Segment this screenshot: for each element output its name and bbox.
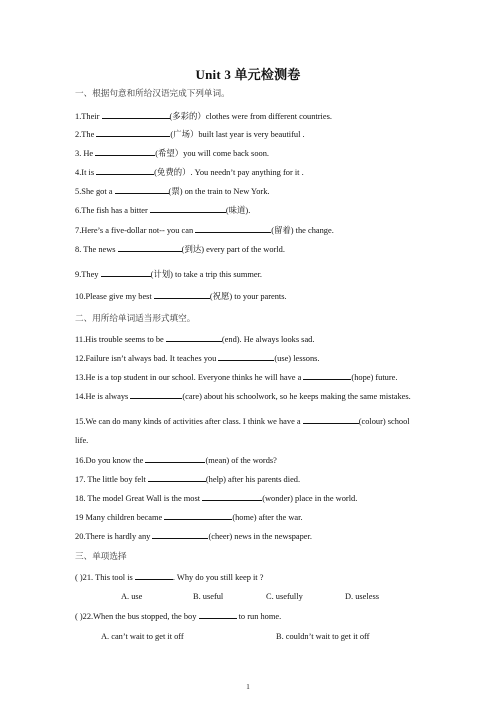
question-12 [75,354,320,364]
q15-text-b: (colour) school [358,417,410,426]
q5-blank[interactable] [115,193,169,194]
q18-text-b: (wonder) place in the world. [262,494,358,503]
q17-text-b: (help) after his parents died. [205,475,301,484]
q22-text-b: to run home. [236,612,282,621]
question-16 [75,456,277,466]
question-9 [75,270,262,280]
q9-blank[interactable] [101,276,151,277]
q15-text-a: 15.We can do many kinds of activities after class. I think we have a [75,417,303,426]
q10-blank[interactable] [154,298,210,299]
q12-text-b: (use) lessons. [274,354,320,363]
page-title: Unit 3 单元检测卷 [195,67,301,82]
q19-text-b: (home) after the war. [232,513,303,522]
q16-blank[interactable] [145,462,205,463]
question-15-cont: life. [75,436,89,445]
section-2-heading: 二、用所给单词适当形式填空。 [75,313,196,323]
q1-blank[interactable] [102,118,170,119]
q21-option-a[interactable]: A. use [121,592,143,601]
question-17 [75,475,300,485]
q18-blank[interactable] [202,500,262,501]
q19-blank[interactable] [164,519,232,520]
q19-text-a: 19 Many children became [75,513,165,522]
question-14 [75,392,411,402]
q11-text-a: 11.His trouble seems to be [75,335,166,344]
q13-blank[interactable] [303,379,351,380]
question-19 [75,513,303,523]
q21-option-b[interactable]: B. useful [193,592,224,601]
question-22 [75,612,281,622]
section-1-heading: 一、根据句意和所给汉语完成下列单词。 [75,88,230,98]
q17-blank[interactable] [148,481,206,482]
q9-text-a: 9.They [75,270,101,279]
q11-blank[interactable] [166,341,222,342]
q2-text-b: (广场）built last year is very beautiful . [170,130,305,139]
q3-blank[interactable] [95,155,155,156]
q7-text-a: 7.Here’s a five-dollar not-- you can [75,226,196,235]
q22-option-a[interactable]: A. can’t wait to get it off [101,632,184,641]
q6-text-b: (味道). [225,206,251,215]
q4-blank[interactable] [96,174,154,175]
question-4 [75,168,304,178]
question-3 [75,149,269,159]
q2-blank[interactable] [96,136,170,137]
q21-text-b: . Why do you still keep it ? [172,573,264,582]
q3-text-a: 3. He [75,149,96,158]
q21-blank[interactable] [135,579,173,580]
q6-blank[interactable] [150,212,226,213]
q13-text-b: (hope) future. [351,373,398,382]
q10-text-a: 10.Please give my best [75,292,154,301]
q2-text-a: 2.The [75,130,97,139]
question-7 [75,226,334,236]
q5-text-a: 5.She got a [75,187,115,196]
question-5 [75,187,270,197]
q12-text-a: 12.Failure isn’t always bad. It teaches you [75,354,219,363]
q21-option-d[interactable]: D. useless [345,592,379,601]
q20-text-b: (cheer) news in the newspaper. [208,532,312,541]
question-20 [75,532,312,542]
q22-option-b[interactable]: B. couldn’t wait to get it off [276,632,370,641]
q17-text-a: 17. The little boy felt [75,475,148,484]
question-2 [75,130,305,140]
question-13 [75,373,397,383]
q5-text-b: (票) on the train to New York. [168,187,270,196]
question-18 [75,494,357,504]
q7-blank[interactable] [195,232,271,233]
q13-text-a: 13.He is a top student in our school. Everyone thinks he will have a [75,373,304,382]
q14-blank[interactable] [130,398,182,399]
page-number: 1 [246,683,250,691]
q14-text-a: 14.He is always [75,392,131,401]
q4-text-a: 4.It is [75,168,97,177]
q22-blank[interactable] [199,618,237,619]
q16-text-a: 16.Do you know the [75,456,146,465]
q16-text-b: (mean) of the words? [205,456,277,465]
q21-text-a: ( )21. This tool is [75,573,135,582]
question-1 [75,112,332,122]
section-3-heading: 三、单项选择 [75,551,127,561]
q10-text-b: (祝愿) to your parents. [209,292,287,301]
q8-text-a: 8. The news [75,245,118,254]
question-21 [75,573,263,583]
q1-text-a: 1.Their [75,112,102,121]
question-8 [75,245,285,255]
question-10 [75,292,287,302]
q22-text-a: ( )22.When the bus stopped, the boy [75,612,199,621]
q20-text-a: 20.There is hardly any [75,532,153,541]
question-11 [75,335,314,345]
q7-text-b: (留着) the change. [271,226,334,235]
q8-text-b: (到达) every part of the world. [181,245,285,254]
q6-text-a: 6.The fish has a bitter [75,206,150,215]
q11-text-b: (end). He always looks sad. [221,335,315,344]
q20-blank[interactable] [152,538,208,539]
question-15 [75,417,410,427]
q8-blank[interactable] [118,251,182,252]
q1-text-b: (多彩的）clothes were from different countries. [169,112,332,121]
q21-option-c[interactable]: C. usefully [266,592,303,601]
q3-text-b: (希望）you will come back soon. [155,149,269,158]
q4-text-b: (免费的）. You needn’t pay anything for it . [154,168,304,177]
q18-text-a: 18. The model Great Wall is the most [75,494,203,503]
q12-blank[interactable] [218,360,274,361]
question-6 [75,206,250,216]
q15-blank[interactable] [303,423,359,424]
q9-text-b: (计划) to take a trip this summer. [150,270,263,279]
q14-text-b: (care) about his schoolwork, so he keeps making the same mistakes. [182,392,411,401]
